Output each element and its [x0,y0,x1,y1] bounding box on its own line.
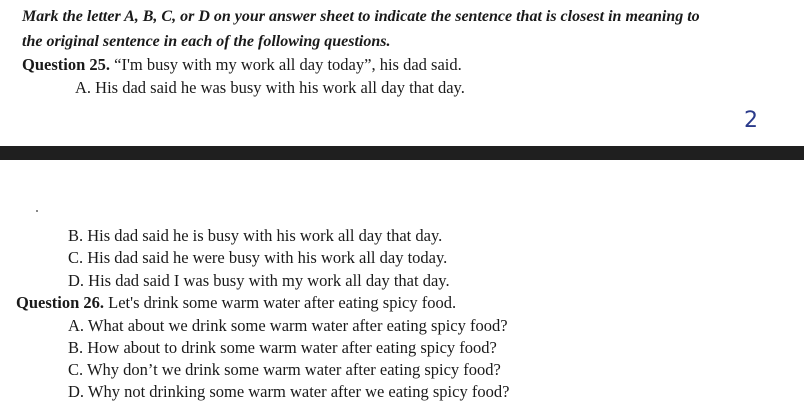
page-number-handwritten: 2 [744,108,758,133]
question-26-prompt: Let's drink some warm water after eating spicy food. [108,293,457,312]
question-25-option-c: C. His dad said he were busy with his work all day today. [68,248,448,267]
question-25-option-d: D. His dad said I was busy with my work all day that day. [68,271,450,290]
instruction-line-1: Mark the letter A, B, C, or D on your answer sheet to indicate the sentence that is closest in meaning to [22,8,700,25]
question-25 [22,55,462,75]
question-25-label: Question 25. [22,55,111,74]
question-25-prompt: “I'm busy with my work all day today”, his dad said. [114,55,462,74]
question-26-option-d: D. Why not drinking some warm water after we eating spicy food? [68,382,510,401]
question-26-label: Question 26. [16,293,105,312]
question-25-option-b: B. His dad said he is busy with his work all day that day. [68,226,443,245]
question-26 [16,293,456,313]
page-divider [0,146,804,160]
question-25-option-a: A. His dad said he was busy with his work all day that day. [75,78,465,97]
scan-speck [36,210,38,212]
question-26-option-a: A. What about we drink some warm water after eating spicy food? [68,316,508,335]
question-26-option-c: C. Why don’t we drink some warm water after eating spicy food? [68,360,501,379]
question-26-option-b: B. How about to drink some warm water after eating spicy food? [68,338,497,357]
instruction-line-2: the original sentence in each of the following questions. [22,33,391,50]
